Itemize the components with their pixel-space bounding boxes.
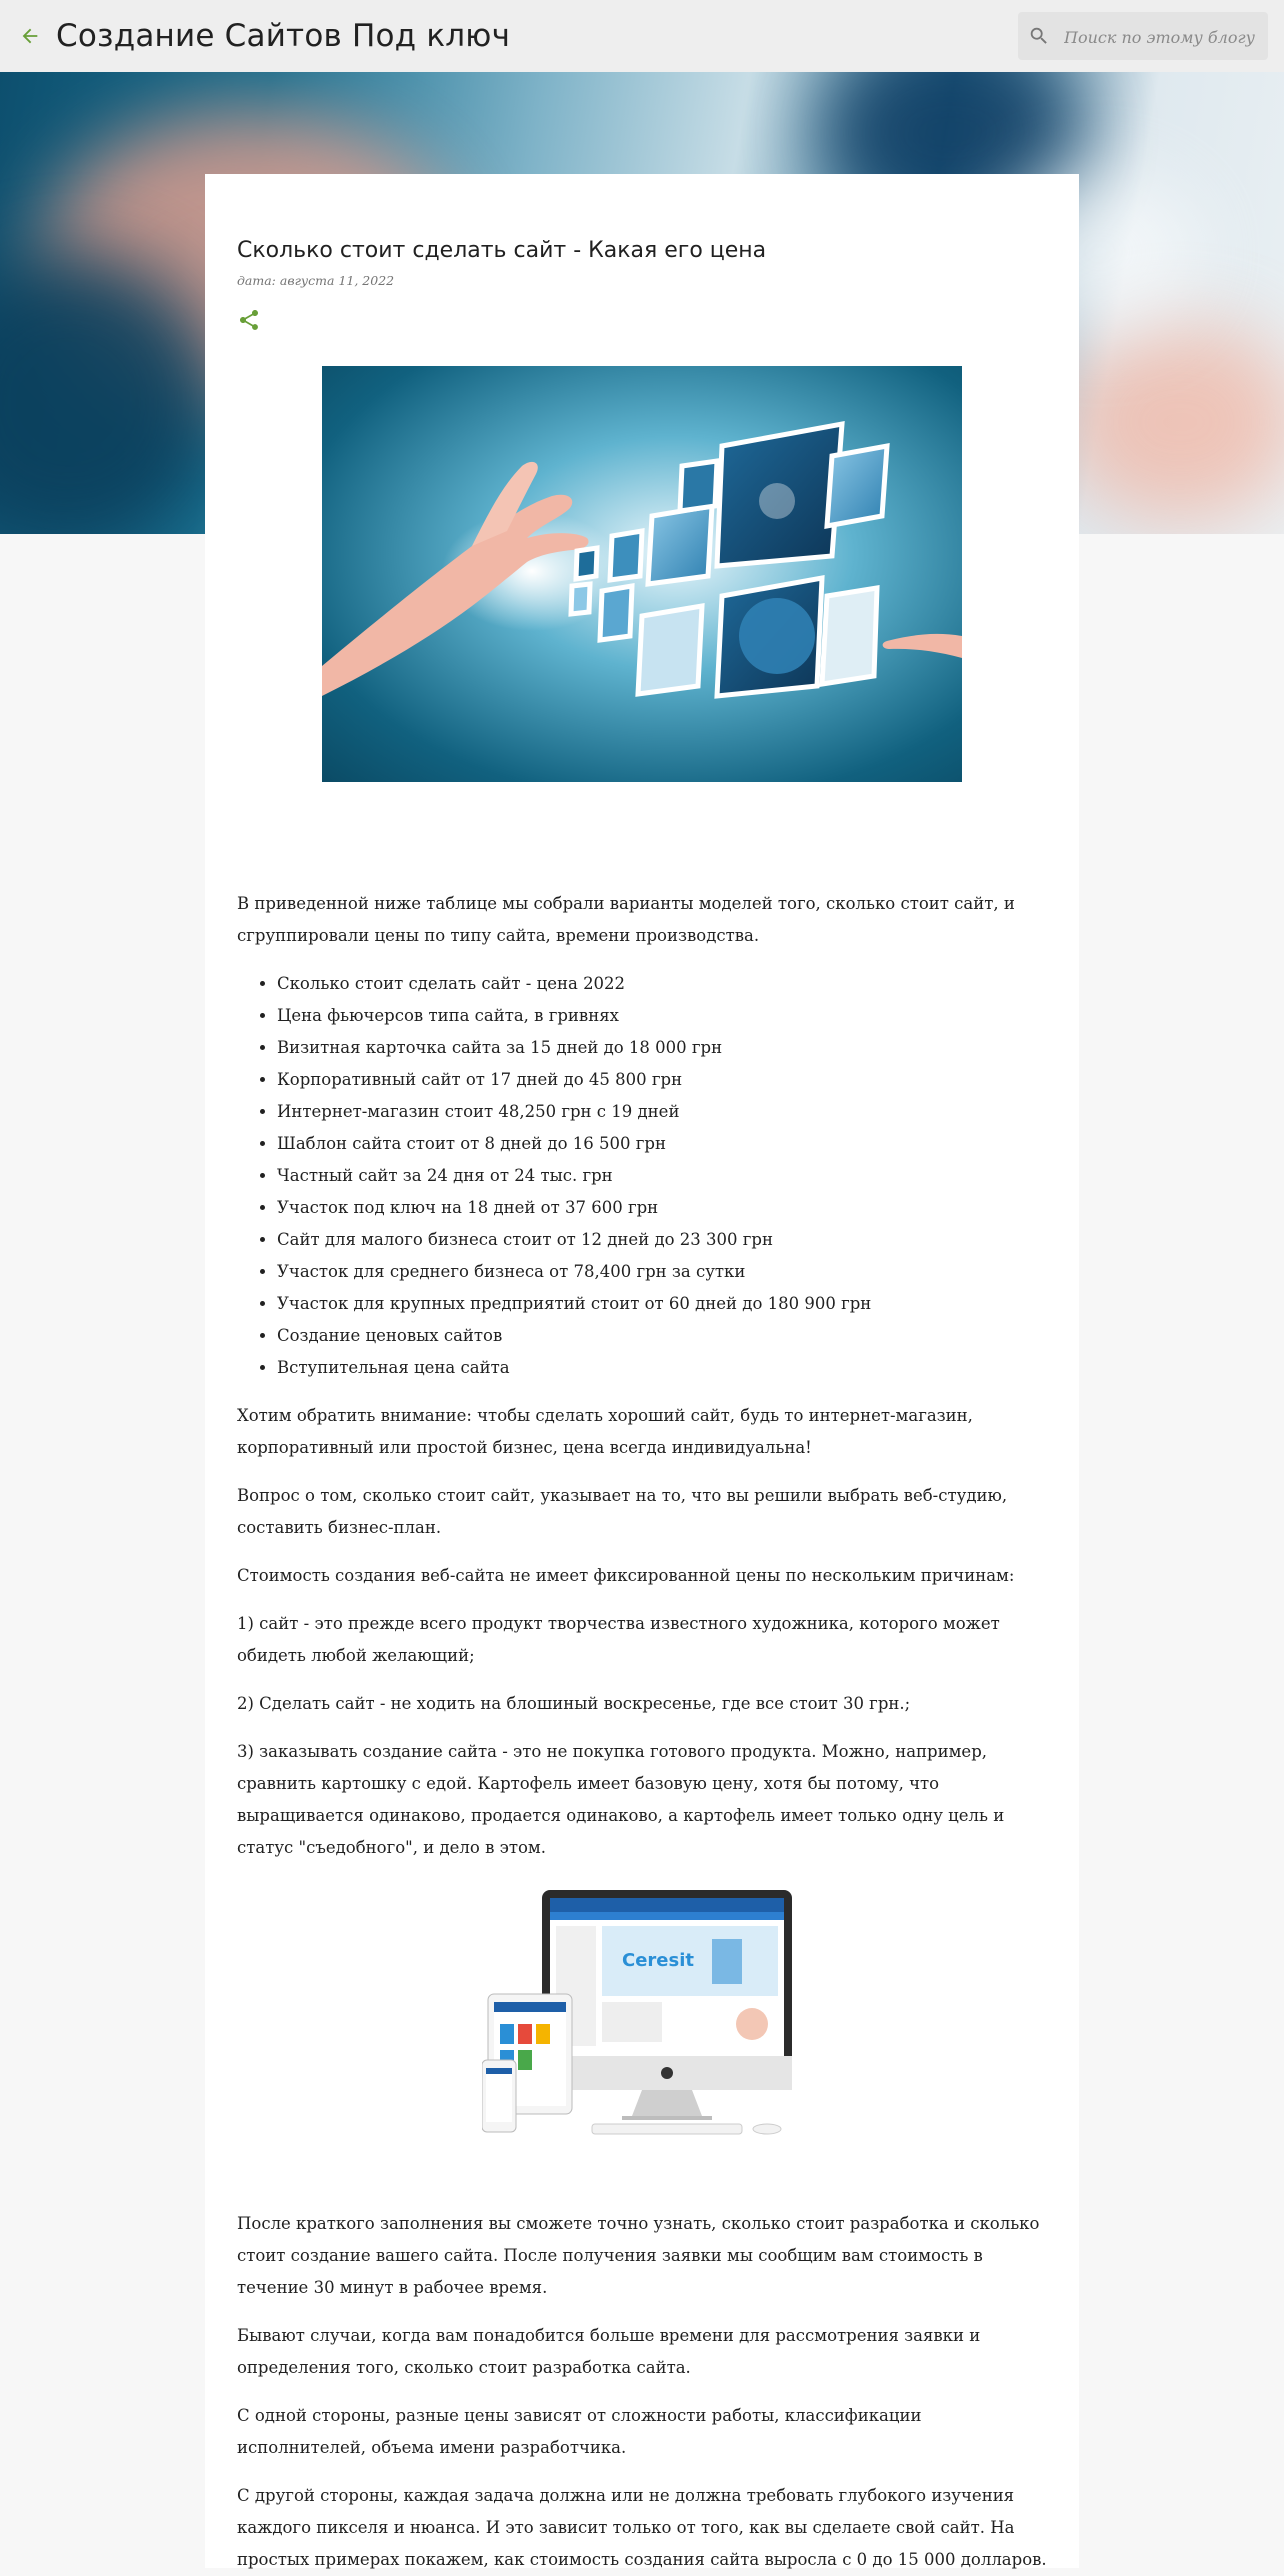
search-box[interactable] [1018, 12, 1268, 60]
list-item: • Цена фьючерсов типа сайта, в гривнях [277, 1000, 1047, 1032]
list-item: • Частный сайт за 24 дня от 24 тыс. грн [277, 1160, 1047, 1192]
post-paragraph: 2) Сделать сайт - не ходить на блошиный воскресенье, где все стоит 30 грн.; [237, 1694, 911, 1713]
blog-title[interactable]: Создание Сайтов Под ключ [56, 18, 511, 54]
post-title: Сколько стоит сделать сайт - Какая его цена [237, 238, 767, 263]
top-bar [0, 0, 1284, 72]
share-icon [237, 308, 261, 332]
screen-brand-text: Ceresit [622, 1950, 694, 1971]
list-item: • Шаблон сайта стоит от 8 дней до 16 500 грн [277, 1128, 1047, 1160]
search-icon[interactable] [1028, 25, 1050, 47]
back-button[interactable] [14, 20, 46, 52]
list-item: • Сколько стоит сделать сайт - цена 2022 [277, 968, 1047, 1000]
list-item: • Визитная карточка сайта за 15 дней до 18 000 грн [277, 1032, 1047, 1064]
post-paragraph: Стоимость создания веб-сайта не имеет фиксированной цены по нескольким причинам: [237, 1566, 1015, 1585]
post-image-hand-screens[interactable] [322, 366, 962, 782]
list-item: • Вступительная цена сайта [277, 1352, 1047, 1384]
search-input[interactable] [1062, 12, 1262, 62]
list-item: • Интернет-магазин стоит 48,250 грн с 19 дней [277, 1096, 1047, 1128]
post-paragraph: 3) заказывать создание сайта - это не покупка готового продукта. Можно, например, сравнить картошку с едой. Картофель имеет базовую цену, хотя бы потому, что выращивается одинаково, продается одинаково, а картофель имеет только одну цель и статус "съедобного", и дело в этом. [237, 1742, 1005, 1857]
post-image-devices[interactable] [482, 1884, 802, 2148]
post-paragraph: С другой стороны, каждая задача должна или не должна требовать глубокого изучения каждого пикселя и нюанса. И это зависит только от того, как вы сделаете свой сайт. На простых примерах покажем, как стоимость создания сайта выросла с 0 до 15 000 долларов. [237, 2486, 1047, 2569]
post-paragraph: Хотим обратить внимание: чтобы сделать хороший сайт, будь то интернет-магазин, корпоративный или простой бизнес, цена всегда индивидуальна! [237, 1406, 973, 1457]
list-item: • Сайт для малого бизнеса стоит от 12 дней до 23 300 грн [277, 1224, 1047, 1256]
post-paragraph: Вопрос о том, сколько стоит сайт, указывает на то, что вы решили выбрать веб-студию, составить бизнес-план. [237, 1486, 1008, 1537]
list-item: • Создание ценовых сайтов [277, 1320, 1047, 1352]
post-date: дата: августа 11, 2022 [237, 273, 395, 288]
list-item: • Участок для крупных предприятий стоит от 60 дней до 180 900 грн [277, 1288, 1047, 1320]
post-paragraph: После краткого заполнения вы сможете точно узнать, сколько стоит разработка и сколько стоит создание вашего сайта. После получения заявки мы сообщим вам стоимость в течение 30 минут в рабочее время. [237, 2214, 1040, 2297]
post-paragraph: Бывают случаи, когда вам понадобится больше времени для рассмотрения заявки и определения того, сколько стоит разработка сайта. [237, 2326, 981, 2377]
post-intro-paragraph: В приведенной ниже таблице мы собрали варианты моделей того, сколько стоит сайт, и сгруппировали цены по типу сайта, времени производства. [237, 894, 1015, 945]
share-button[interactable] [237, 308, 261, 332]
arrow-left-icon [19, 25, 41, 47]
list-item: • Корпоративный сайт от 17 дней до 45 800 грн [277, 1064, 1047, 1096]
post-card [205, 174, 1079, 2568]
list-item: • Участок под ключ на 18 дней от 37 600 грн [277, 1192, 1047, 1224]
post-paragraph: 1) сайт - это прежде всего продукт творчества известного художника, которого может обидеть любой желающий; [237, 1614, 1000, 1665]
list-item: • Участок для среднего бизнеса от 78,400 грн за сутки [277, 1256, 1047, 1288]
post-paragraph: С одной стороны, разные цены зависят от сложности работы, классификации исполнителей, объема имени разработчика. [237, 2406, 922, 2457]
price-list [237, 968, 1047, 1384]
